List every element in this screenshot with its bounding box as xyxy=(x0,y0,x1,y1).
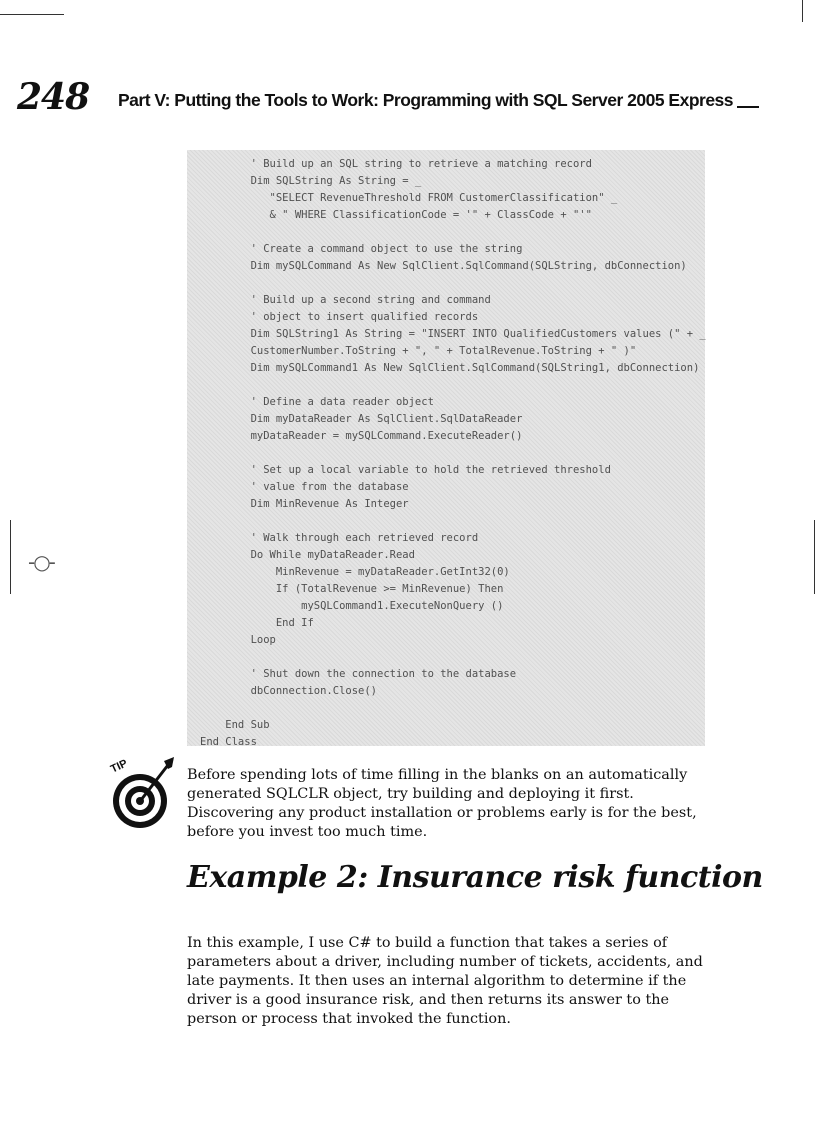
code-line: If (TotalRevenue >= MinRevenue) Then xyxy=(200,583,504,595)
margin-rule-right xyxy=(814,520,815,594)
code-line: ' value from the database xyxy=(200,481,409,493)
tip-label: TIP xyxy=(108,757,130,776)
code-line: dbConnection.Close() xyxy=(200,685,378,697)
code-line: ' Define a data reader object xyxy=(200,396,434,408)
code-line: ' object to insert qualified records xyxy=(200,311,479,323)
code-line: End If xyxy=(200,617,314,629)
running-head-rule xyxy=(737,106,759,108)
crop-mark-top-left xyxy=(0,14,64,15)
code-listing xyxy=(200,156,706,751)
code-line: Dim SQLString1 As String = "INSERT INTO QualifiedCustomers values (" + _ xyxy=(200,328,706,340)
code-line: Dim mySQLCommand As New SqlClient.SqlCommand(SQLString, dbConnection) xyxy=(200,260,687,272)
code-line: Dim MinRevenue As Integer xyxy=(200,498,409,510)
code-line: MinRevenue = myDataReader.GetInt32(0) xyxy=(200,566,510,578)
code-line: ' Set up a local variable to hold the retrieved threshold xyxy=(200,464,611,476)
tip-target-icon xyxy=(108,755,178,833)
code-line: ' Shut down the connection to the database xyxy=(200,668,517,680)
code-line: ' Walk through each retrieved record xyxy=(200,532,479,544)
code-line: End Sub xyxy=(200,719,270,731)
code-line: Dim SQLString As String = _ xyxy=(200,175,422,187)
section-body: In this example, I use C# to build a function that takes a series of parameters about a driver, including number of tickets, accidents, and late payments. It then uses an internal algorithm to determine if the driver is a good insurance risk, and then returns its answer to the person or process that invoked the function. xyxy=(187,935,703,1027)
code-line: Do While myDataReader.Read xyxy=(200,549,415,561)
code-line: Loop xyxy=(200,634,276,646)
tip-text: Before spending lots of time filling in the blanks on an automatically generated SQLCLR object, try building and deploying it first. Discovering any product installation or problems early is for the best, before you invest too much time. xyxy=(187,767,697,840)
section-heading: Example 2: Insurance risk function xyxy=(187,860,763,895)
code-line: Dim myDataReader As SqlClient.SqlDataReader xyxy=(200,413,523,425)
code-line: Dim mySQLCommand1 As New SqlClient.SqlCommand(SQLString1, dbConnection) xyxy=(200,362,700,374)
crop-mark-top-right xyxy=(802,0,803,22)
code-line: CustomerNumber.ToString + ", " + TotalRevenue.ToString + " )" xyxy=(200,345,637,357)
code-line: & " WHERE ClassificationCode = '" + ClassCode + "'" xyxy=(200,209,592,221)
code-line: mySQLCommand1.ExecuteNonQuery () xyxy=(200,600,504,612)
running-head xyxy=(118,90,759,111)
margin-rule-left xyxy=(10,520,11,594)
registration-mark: -○- xyxy=(28,550,54,574)
code-line: ' Build up a second string and command xyxy=(200,294,491,306)
code-line: End Class xyxy=(200,736,257,748)
code-line: myDataReader = mySQLCommand.ExecuteReader() xyxy=(200,430,523,442)
running-head-text: Part V: Putting the Tools to Work: Programming with SQL Server 2005 Express xyxy=(118,90,734,110)
code-line: ' Build up an SQL string to retrieve a matching record xyxy=(200,158,592,170)
code-line: "SELECT RevenueThreshold FROM CustomerClassification" _ xyxy=(200,192,618,204)
code-line: ' Create a command object to use the string xyxy=(200,243,523,255)
page-number: 248 xyxy=(17,76,90,118)
